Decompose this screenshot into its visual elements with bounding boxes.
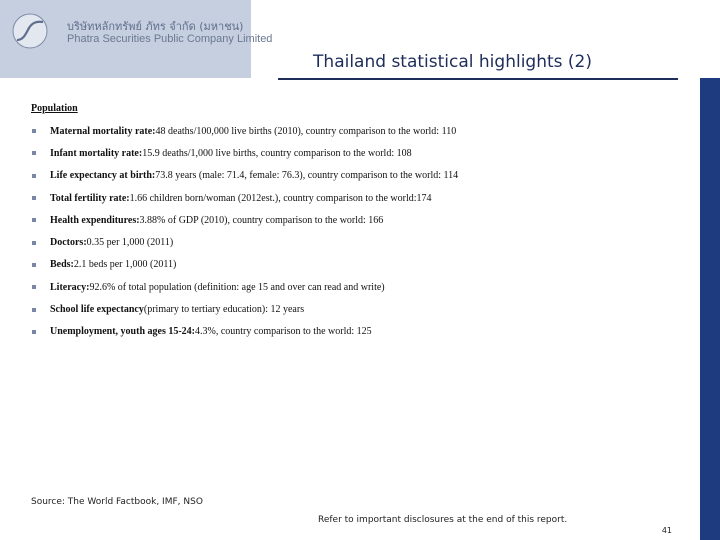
item-label: Life expectancy at birth:	[50, 170, 156, 182]
item-label: School life expectancy	[50, 304, 144, 316]
item-text: 2.1 beds per 1,000 (2011)	[73, 259, 177, 271]
disclosure-note: Refer to important disclosures at the end of this report.	[318, 515, 568, 525]
right-accent-bar	[700, 78, 720, 540]
logo-thai-name: บริษัทหลักทรัพย์ ภัทร จำกัด (มหาชน)	[67, 20, 244, 33]
company-logo-panel	[0, 0, 273, 78]
list-item	[31, 298, 696, 320]
list-item	[31, 187, 696, 209]
item-text: 3.88% of GDP (2010), country comparison to the world: 166	[139, 214, 384, 226]
square-bullet-icon	[32, 218, 36, 222]
item-text: 15.9 deaths/1,000 live births, country comparison to the world: 108	[142, 147, 412, 159]
list-item	[31, 231, 696, 253]
list-item	[31, 276, 696, 298]
square-bullet-icon	[32, 174, 36, 178]
item-label: Doctors:	[50, 237, 87, 249]
item-text: 48 deaths/100,000 live births (2010), country comparison to the world: 110	[155, 125, 457, 137]
title-underline-rule	[278, 78, 678, 80]
item-label: Beds:	[50, 259, 74, 271]
item-text: 0.35 per 1,000 (2011)	[86, 237, 174, 249]
item-label: Total fertility rate:	[50, 192, 130, 204]
square-bullet-icon	[32, 151, 36, 155]
square-bullet-icon	[32, 241, 36, 245]
list-item	[31, 165, 696, 187]
list-item	[31, 209, 696, 231]
square-bullet-icon	[32, 330, 36, 334]
item-label: Literacy:	[50, 281, 90, 293]
section-heading-population: Population	[31, 103, 78, 114]
list-item	[31, 254, 696, 276]
page-number: 41	[661, 526, 672, 535]
item-label: Infant mortality rate:	[50, 147, 143, 159]
page-title: Thailand statistical highlights (2)	[313, 52, 592, 72]
item-label: Health expenditures:	[50, 214, 140, 226]
item-label: Maternal mortality rate:	[50, 125, 156, 137]
item-text: 4.3%, country comparison to the world: 125	[195, 326, 372, 338]
population-statistics-list	[31, 120, 696, 343]
item-text: 1.66 children born/woman (2012est.), country comparison to the world:174	[129, 192, 432, 204]
square-bullet-icon	[32, 285, 36, 289]
item-text: 92.6% of total population (definition: age 15 and over can read and write)	[89, 281, 385, 293]
source-note: Source: The World Factbook, IMF, NSO	[31, 497, 203, 507]
square-bullet-icon	[32, 129, 36, 133]
item-text: (primary to tertiary education): 12 years	[143, 304, 305, 316]
square-bullet-icon	[32, 308, 36, 312]
item-label: Unemployment, youth ages 15-24:	[50, 326, 195, 338]
logo-english-name: Phatra Securities Public Company Limited	[67, 33, 273, 45]
phatra-logo-icon	[12, 13, 48, 49]
list-item	[31, 142, 696, 164]
list-item	[31, 321, 696, 343]
square-bullet-icon	[32, 196, 36, 200]
list-item	[31, 120, 696, 142]
square-bullet-icon	[32, 263, 36, 267]
item-text: 73.8 years (male: 71.4, female: 76.3), country comparison to the world: 114	[155, 170, 459, 182]
